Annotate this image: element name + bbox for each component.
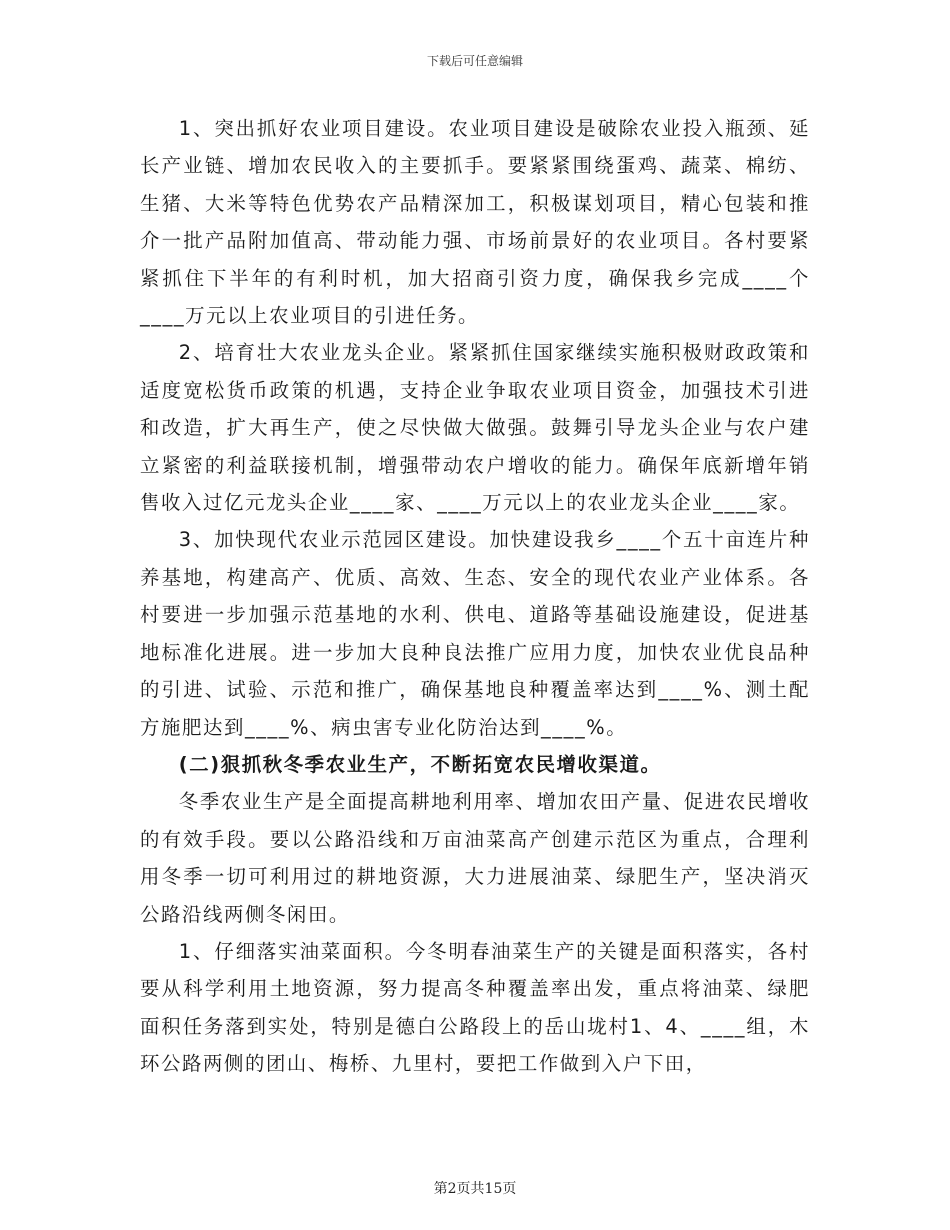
page-footer: 第2页共15页 [433,1181,517,1197]
paragraph-winter-production: 冬季农业生产是全面提高耕地利用率、增加农田产量、促进农民增收的有效手段。要以公路沿线和万亩油菜高产创建示范区为重点，合理利用冬季一切可利用过的耕地资源，大力进展油菜、绿肥生产，坚决消灭公路沿线两侧冬闲田。 [140,790,810,926]
paragraph-project-construction: 1、突出抓好农业项目建设。农业项目建设是破除农业投入瓶颈、延长产业链、增加农民收入的主要抓手。要紧紧围绕蛋鸡、蔬菜、棉纺、生猪、大米等特色优势农产品精深加工，积极谋划项目，精心包装和推介一批产品附加值高、带动能力强、市场前景好的农业项目。各村要紧紧抓住下半年的有利时机，加大招商引资力度，确保我乡完成____个____万元以上农业项目的引进任务。 [140,117,810,328]
page-header: 下载后可任意编辑 [426,54,523,68]
paragraph-leading-enterprises: 2、培育壮大农业龙头企业。紧紧抓住国家继续实施积极财政政策和适度宽松货币政策的机遇，支持企业争取农业项目资金，加强技术引进和改造，扩大再生产，使之尽快做大做强。鼓舞引导龙头企业与农户建立紧密的利益联接机制，增强带动农户增收的能力。确保年底新增年销售收入过亿元龙头企业____家、____万元以上的农业龙头企业____家。 [140,341,810,515]
document-body [140,110,810,1083]
paragraph-demonstration-park: 3、加快现代农业示范园区建设。加快建设我乡____个五十亩连片种养基地，构建高产、优质、高效、生态、安全的现代农业产业体系。各村要进一步加强示范基地的水利、供电、道路等基础设施建设，促进基地标准化进展。进一步加大良种良法推广应用力度，加快农业优良品种的引进、试验、示范和推广，确保基地良种覆盖率达到____%、测土配方施肥达到____%、病虫害专业化防治达到____%。 [140,528,810,739]
paragraph-rapeseed-area: 1、仔细落实油菜面积。今冬明春油菜生产的关键是面积落实，各村要从科学利用土地资源，努力提高冬种覆盖率出发，重点将油菜、绿肥面积任务落到实处，特别是德白公路段上的岳山垅村1、4、____组，木环公路两侧的团山、梅桥、九里村，要把工作做到入户下田， [140,939,810,1076]
section-heading-autumn-winter: (二)狠抓秋冬季农业生产，不断拓宽农民增收渠道。 [178,752,662,776]
